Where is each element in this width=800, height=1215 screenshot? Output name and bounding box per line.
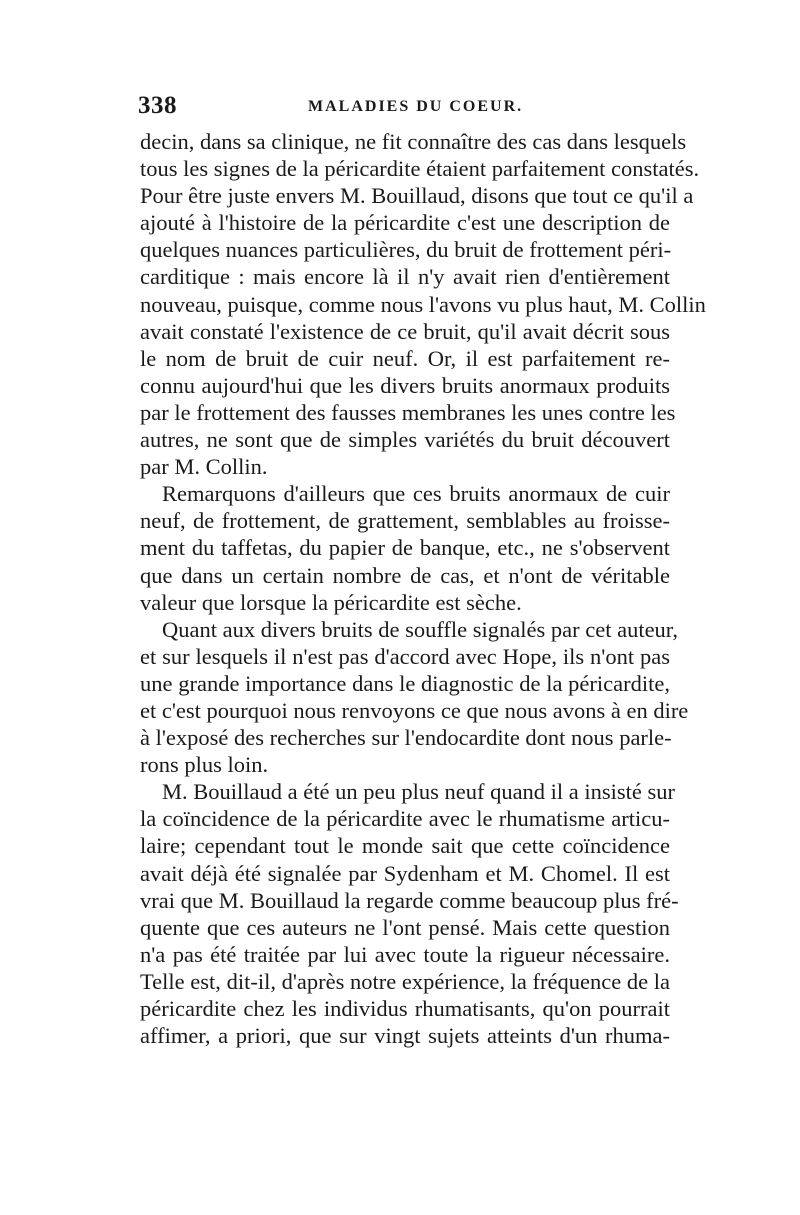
text-line: ajouté à l'histoire de la péricardite c'est une description de	[140, 210, 670, 236]
text-line: à l'exposé des recherches sur l'endocardite dont nous parle-	[140, 725, 672, 751]
text-line: nouveau, puisque, comme nous l'avons vu plus haut, M. Collin	[140, 291, 706, 317]
text-line: laire; cependant tout le monde sait que cette coïncidence	[140, 833, 670, 859]
text-line: tous les signes de la péricardite étaient parfaitement constatés.	[140, 156, 700, 182]
text-line: n'a pas été traitée par lui avec toute la rigueur nécessaire.	[140, 941, 670, 967]
text-line: vrai que M. Bouillaud la regarde comme beaucoup plus fré-	[140, 887, 679, 913]
text-line: autres, ne sont que de simples variétés du bruit découvert	[140, 427, 670, 453]
running-title: MALADIES DU COEUR.	[308, 98, 524, 115]
page-number: 338	[138, 92, 177, 119]
body-text	[140, 128, 706, 1049]
text-line: péricardite chez les individus rhumatisants, qu'on pourrait	[140, 996, 670, 1021]
text-line: valeur que lorsque la péricardite est sèche.	[140, 589, 522, 615]
text-line: la coïncidence de la péricardite avec le rhumatisme articu-	[140, 806, 670, 832]
text-line: avait déjà été signalée par Sydenham et M. Chomel. Il est	[140, 860, 670, 886]
text-line: Remarquons d'ailleurs que ces bruits anormaux de cuir	[162, 481, 670, 507]
text-line: par M. Collin.	[140, 454, 268, 480]
text-line: quente que ces auteurs ne l'ont pensé. Mais cette question	[140, 914, 670, 940]
text-line: et c'est pourquoi nous renvoyons ce que nous avons à en dire	[140, 697, 689, 723]
text-line: par le frottement des fausses membranes les unes contre les	[140, 399, 676, 425]
text-line: carditique : mais encore là il n'y avait rien d'entièrement	[140, 264, 670, 290]
text-line: une grande importance dans le diagnostic de la péricardite,	[140, 670, 670, 696]
text-line: neuf, de frottement, de grattement, semblables au froisse-	[140, 508, 670, 534]
text-line: decin, dans sa clinique, ne fit connaître des cas dans lesquels	[140, 129, 687, 154]
text-line: affimer, a priori, que sur vingt sujets atteints d'un rhuma-	[140, 1023, 670, 1049]
text-line: ment du taffetas, du papier de banque, etc., ne s'observent	[140, 535, 670, 561]
text-line: M. Bouillaud a été un peu plus neuf quand il a insisté sur	[162, 779, 676, 805]
text-line: que dans un certain nombre de cas, et n'ont de véritable	[140, 562, 670, 588]
running-head	[138, 92, 668, 122]
text-line: connu aujourd'hui que les divers bruits anormaux produits	[140, 372, 670, 398]
text-line: Quant aux divers bruits de souffle signalés par cet auteur,	[162, 616, 679, 642]
text-line: le nom de bruit de cuir neuf. Or, il est parfaitement re-	[140, 345, 670, 371]
text-line: Pour être juste envers M. Bouillaud, disons que tout ce qu'il a	[140, 183, 694, 209]
text-line: Telle est, dit-il, d'après notre expérience, la fréquence de la	[140, 968, 670, 994]
text-line: rons plus loin.	[140, 752, 269, 778]
text-line: avait constaté l'existence de ce bruit, qu'il avait décrit sous	[140, 318, 670, 344]
text-line: quelques nuances particulières, du bruit de frottement péri-	[140, 237, 672, 263]
text-line: et sur lesquels il n'est pas d'accord avec Hope, ils n'ont pas	[140, 643, 670, 669]
